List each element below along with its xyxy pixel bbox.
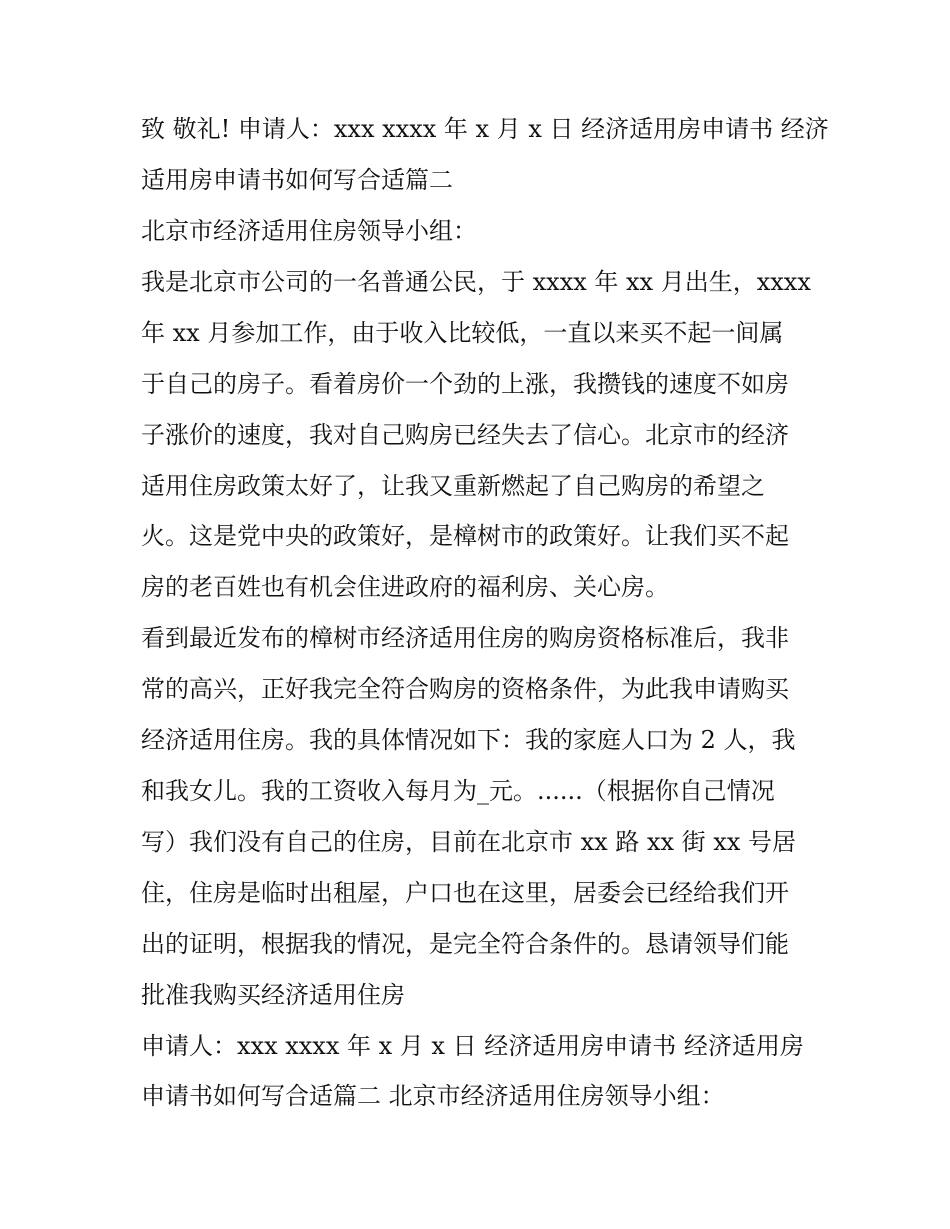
text-line: 常的高兴，正好我完全符合购房的资格条件，为此我申请购买 (141, 675, 789, 703)
text-line: 写）我们没有自己的住房，目前在北京市 xx 路 xx 街 xx 号居 (141, 828, 796, 856)
text-line: 火。这是党中央的政策好，是樟树市的政策好。让我们买不起 (141, 522, 789, 550)
text-line: 申请人：xxx xxxx 年 x 月 x 日 经济适用房申请书 经济适用房 (141, 1032, 804, 1060)
text-line: 致 敬礼! 申请人：xxx xxxx 年 x 月 x 日 经济适用房申请书 经济 (141, 115, 829, 143)
text-line: 北京市经济适用住房领导小组： (141, 217, 477, 245)
text-line: 看到最近发布的樟树市经济适用住房的购房资格标准后，我非 (141, 624, 789, 652)
text-line: 年 xx 月参加工作，由于收入比较低，一直以来买不起一间属 (141, 319, 784, 347)
text-line: 适用房申请书如何写合适篇二 (141, 166, 453, 194)
text-line: 申请书如何写合适篇二 北京市经济适用住房领导小组： (141, 1082, 725, 1110)
text-line: 经济适用住房。我的具体情况如下：我的家庭人口为 2 人，我 (141, 726, 796, 754)
text-line: 批准我购买经济适用住房 (141, 981, 405, 1009)
text-line: 住，住房是临时出租屋，户口也在这里，居委会已经给我们开 (141, 879, 789, 907)
text-line: 房的老百姓也有机会住进政府的福利房、关心房。 (141, 573, 669, 601)
text-line: 子涨价的速度，我对自己购房已经失去了信心。北京市的经济 (141, 421, 789, 449)
text-line: 和我女儿。我的工资收入每月为_元。......（根据你自己情况 (141, 777, 775, 805)
text-line: 出的证明，根据我的情况，是完全符合条件的。恳请领导们能 (141, 930, 789, 958)
text-line: 于自己的房子。看着房价一个劲的上涨，我攒钱的速度不如房 (141, 370, 789, 398)
text-line: 我是北京市公司的一名普通公民，于 xxxx 年 xx 月出生，xxxx (141, 268, 811, 296)
text-line: 适用住房政策太好了，让我又重新燃起了自己购房的希望之 (141, 472, 765, 500)
